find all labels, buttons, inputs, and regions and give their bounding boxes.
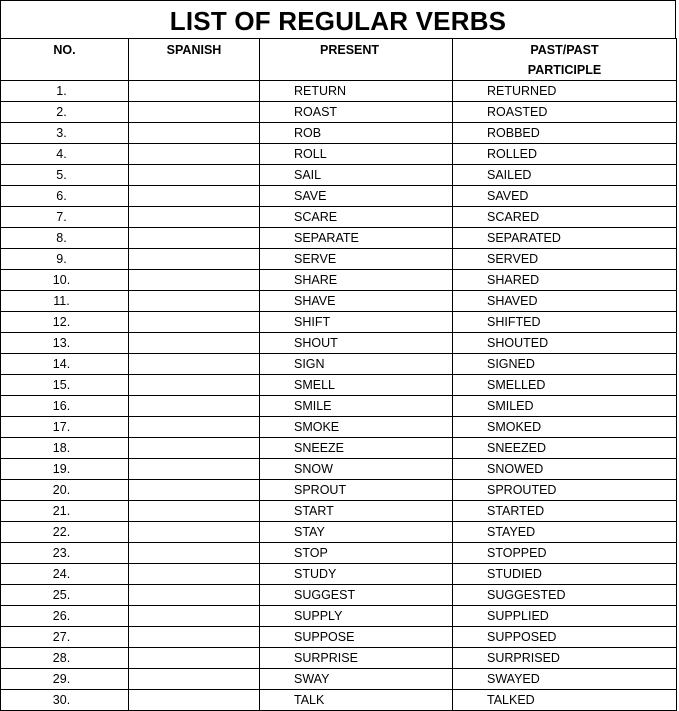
row-number: 16. <box>1 396 129 417</box>
spanish-cell <box>129 249 260 270</box>
header-past-line1: PAST/PAST <box>530 43 599 57</box>
table-row <box>1 480 677 501</box>
row-number: 25. <box>1 585 129 606</box>
row-number: 12. <box>1 312 129 333</box>
table-row <box>1 585 677 606</box>
verb-table <box>0 38 677 711</box>
present-verb: SIGN <box>260 354 453 375</box>
past-verb: SNOWED <box>453 459 677 480</box>
table-row <box>1 81 677 102</box>
table-row <box>1 459 677 480</box>
present-verb: SEPARATE <box>260 228 453 249</box>
table-row <box>1 186 677 207</box>
spanish-cell <box>129 186 260 207</box>
header-past <box>453 39 677 81</box>
table-row <box>1 564 677 585</box>
present-verb: SUPPLY <box>260 606 453 627</box>
table-row <box>1 312 677 333</box>
present-verb: SURPRISE <box>260 648 453 669</box>
present-verb: RETURN <box>260 81 453 102</box>
past-verb: SIGNED <box>453 354 677 375</box>
spanish-cell <box>129 81 260 102</box>
spanish-cell <box>129 438 260 459</box>
past-verb: SHAVED <box>453 291 677 312</box>
past-verb: SHIFTED <box>453 312 677 333</box>
past-verb: SHARED <box>453 270 677 291</box>
row-number: 4. <box>1 144 129 165</box>
past-verb: SERVED <box>453 249 677 270</box>
past-verb: STARTED <box>453 501 677 522</box>
row-number: 28. <box>1 648 129 669</box>
row-number: 24. <box>1 564 129 585</box>
present-verb: SHIFT <box>260 312 453 333</box>
table-row <box>1 165 677 186</box>
present-verb: SWAY <box>260 669 453 690</box>
spanish-cell <box>129 270 260 291</box>
header-present <box>260 39 453 81</box>
row-number: 7. <box>1 207 129 228</box>
spanish-cell <box>129 669 260 690</box>
spanish-cell <box>129 291 260 312</box>
past-verb: SUPPOSED <box>453 627 677 648</box>
row-number: 30. <box>1 690 129 711</box>
past-verb: SUGGESTED <box>453 585 677 606</box>
row-number: 21. <box>1 501 129 522</box>
past-verb: SNEEZED <box>453 438 677 459</box>
spanish-cell <box>129 690 260 711</box>
past-verb: STOPPED <box>453 543 677 564</box>
present-verb: SAVE <box>260 186 453 207</box>
spanish-cell <box>129 480 260 501</box>
present-verb: SMILE <box>260 396 453 417</box>
past-verb: SAILED <box>453 165 677 186</box>
spanish-cell <box>129 543 260 564</box>
spanish-cell <box>129 648 260 669</box>
past-verb: SWAYED <box>453 669 677 690</box>
table-row <box>1 249 677 270</box>
row-number: 5. <box>1 165 129 186</box>
past-verb: ROASTED <box>453 102 677 123</box>
past-verb: SEPARATED <box>453 228 677 249</box>
present-verb: SCARE <box>260 207 453 228</box>
row-number: 13. <box>1 333 129 354</box>
table-row <box>1 438 677 459</box>
present-verb: ROLL <box>260 144 453 165</box>
past-verb: STUDIED <box>453 564 677 585</box>
spanish-cell <box>129 417 260 438</box>
present-verb: SHAVE <box>260 291 453 312</box>
table-row <box>1 354 677 375</box>
row-number: 17. <box>1 417 129 438</box>
spanish-cell <box>129 312 260 333</box>
present-verb: TALK <box>260 690 453 711</box>
row-number: 19. <box>1 459 129 480</box>
spanish-cell <box>129 396 260 417</box>
past-verb: STAYED <box>453 522 677 543</box>
row-number: 22. <box>1 522 129 543</box>
present-verb: START <box>260 501 453 522</box>
present-verb: SERVE <box>260 249 453 270</box>
row-number: 3. <box>1 123 129 144</box>
spanish-cell <box>129 606 260 627</box>
spanish-cell <box>129 501 260 522</box>
header-row <box>1 39 677 81</box>
present-verb: SPROUT <box>260 480 453 501</box>
spanish-cell <box>129 522 260 543</box>
row-number: 6. <box>1 186 129 207</box>
row-number: 20. <box>1 480 129 501</box>
present-verb: STUDY <box>260 564 453 585</box>
present-verb: ROAST <box>260 102 453 123</box>
table-row <box>1 543 677 564</box>
present-verb: SMOKE <box>260 417 453 438</box>
row-number: 18. <box>1 438 129 459</box>
table-row <box>1 228 677 249</box>
spanish-cell <box>129 165 260 186</box>
table-row <box>1 627 677 648</box>
header-present-label: PRESENT <box>320 43 380 57</box>
past-verb: ROBBED <box>453 123 677 144</box>
spanish-cell <box>129 333 260 354</box>
spanish-cell <box>129 354 260 375</box>
present-verb: ROB <box>260 123 453 144</box>
table-row <box>1 333 677 354</box>
present-verb: SNEEZE <box>260 438 453 459</box>
spanish-cell <box>129 627 260 648</box>
spanish-cell <box>129 144 260 165</box>
table-row <box>1 396 677 417</box>
row-number: 9. <box>1 249 129 270</box>
table-row <box>1 270 677 291</box>
row-number: 23. <box>1 543 129 564</box>
past-verb: TALKED <box>453 690 677 711</box>
present-verb: SUPPOSE <box>260 627 453 648</box>
past-verb: SHOUTED <box>453 333 677 354</box>
row-number: 10. <box>1 270 129 291</box>
table-row <box>1 375 677 396</box>
row-number: 11. <box>1 291 129 312</box>
table-row <box>1 102 677 123</box>
present-verb: SHARE <box>260 270 453 291</box>
past-verb: SAVED <box>453 186 677 207</box>
present-verb: SHOUT <box>260 333 453 354</box>
spanish-cell <box>129 585 260 606</box>
row-number: 14. <box>1 354 129 375</box>
row-number: 2. <box>1 102 129 123</box>
header-past-line2: PARTICIPLE <box>527 63 602 77</box>
spanish-cell <box>129 564 260 585</box>
spanish-cell <box>129 102 260 123</box>
table-row <box>1 144 677 165</box>
row-number: 27. <box>1 627 129 648</box>
present-verb: SAIL <box>260 165 453 186</box>
past-verb: SMILED <box>453 396 677 417</box>
table-row <box>1 669 677 690</box>
table-row <box>1 501 677 522</box>
present-verb: SUGGEST <box>260 585 453 606</box>
present-verb: STAY <box>260 522 453 543</box>
row-number: 15. <box>1 375 129 396</box>
spanish-cell <box>129 228 260 249</box>
row-number: 8. <box>1 228 129 249</box>
table-row <box>1 522 677 543</box>
row-number: 29. <box>1 669 129 690</box>
past-verb: SMELLED <box>453 375 677 396</box>
header-no: NO. <box>1 39 129 81</box>
present-verb: SNOW <box>260 459 453 480</box>
past-verb: RETURNED <box>453 81 677 102</box>
row-number: 1. <box>1 81 129 102</box>
table-row <box>1 291 677 312</box>
table-row <box>1 123 677 144</box>
page-title: LIST OF REGULAR VERBS <box>0 0 676 38</box>
past-verb: SCARED <box>453 207 677 228</box>
past-verb: SURPRISED <box>453 648 677 669</box>
present-verb: SMELL <box>260 375 453 396</box>
table-row <box>1 417 677 438</box>
row-number: 26. <box>1 606 129 627</box>
past-verb: SMOKED <box>453 417 677 438</box>
spanish-cell <box>129 123 260 144</box>
present-verb: STOP <box>260 543 453 564</box>
spanish-cell <box>129 207 260 228</box>
spanish-cell <box>129 375 260 396</box>
table-row <box>1 690 677 711</box>
past-verb: SUPPLIED <box>453 606 677 627</box>
header-spanish: SPANISH <box>129 39 260 81</box>
past-verb: SPROUTED <box>453 480 677 501</box>
table-row <box>1 207 677 228</box>
table-row <box>1 648 677 669</box>
spanish-cell <box>129 459 260 480</box>
table-row <box>1 606 677 627</box>
past-verb: ROLLED <box>453 144 677 165</box>
